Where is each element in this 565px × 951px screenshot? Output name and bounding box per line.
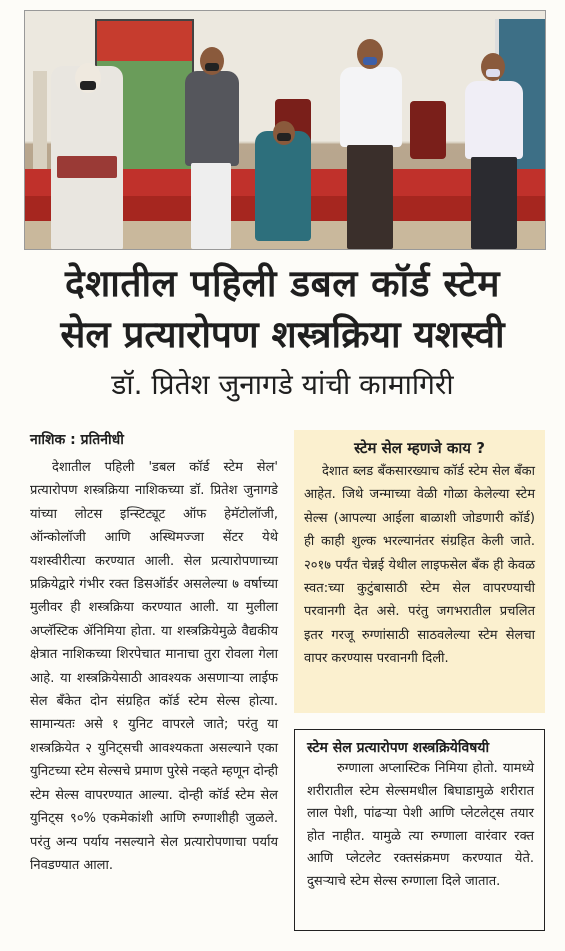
article-body: देशातील पहिली 'डबल कॉर्ड स्टेम सेल' प्रत्यारोपण शस्त्रक्रिया नाशिकच्या डॉ. प्रितेश जुनागडे यांच्या लोटस इन्स्टिट्यूट ऑफ हेमॅटोलॉजी, ऑन्कोलॉजी आणि अस्थिमज्जा सेंटर येथे यशस्वीरीत्या करण्यात आली. सेल प्रत्यारोपणाच्या प्रक्रियेद्वारे गंभीर रक्त डिसऑर्डर असलेल्या ७ वर्षाच्या मुलीवर ही शस्त्रक्रिया करण्यात आली. या मुलीला अप्लॅस्टिक ॲनिमिया होता. या शस्त्रक्रियेमुळे वैद्यकीय क्षेत्रात नाशिकच्या शिरपेचात मानाचा तुरा रोवला गेला आहे. या शस्त्रक्रियेसाठी आवश्यक असणाऱ्या लाईफ सेल बँकेत दोन संग्रहित कॉर्ड स्टेम सेल्स होत्या. सामान्यतः असे १ युनिट वापरले जाते; परंतु या शस्त्रक्रियेत २ युनिट्सची आवश्यकता असल्याने एका युनिटच्या स्टेम सेल्सचे प्रमाण पुरेसे नव्हते म्हणून दोन्ही स्टेम सेल्स वापरण्यात आल्या. दोन्ही कॉर्ड स्टेम सेल युनिट्स ९०% एकमेकांशी आणि रुग्णाशीही जुळले. परंतु अन्य पर्याय नसल्याने सेल प्रत्यारोपणाचा पर्याय निवडण्यात आला. xyxy=(30,460,278,873)
article-photo xyxy=(24,10,546,250)
stem-cell-box-text: देशात ब्लड बँकसारख्याच कॉर्ड स्टेम सेल बँका आहेत. जिथे जन्माच्या वेळी गोळा केलेल्या स्टेम सेल्स (आपल्या आईला बाळाशी जोडणारी कॉर्ड) ही काही शुल्क भरल्यानंतर संग्रहित केली जाते. २०१७ पर्यंत चेन्नई येथील लाइफसेल बँक ही केवळ स्वत:च्या कुटुंबासाठी स्टेम सेल वापरण्याची परवानगी देत असे. परंतु जगभरातील प्रचलित इतर गरजू रुग्णांसाठी साठवलेल्या स्टेम सेलचा वापर करण्यास परवानगी दिली. xyxy=(304,464,535,667)
photo-person xyxy=(465,81,523,159)
photo-person xyxy=(185,71,239,166)
headline-line-1: देशातील पहिली डबल कॉर्ड स्टेम xyxy=(64,262,501,305)
photo-chair xyxy=(410,101,446,159)
transplant-info-box xyxy=(294,729,545,931)
stem-cell-info-box xyxy=(294,430,545,713)
subheading: डॉ. प्रितेश जुनागडे यांची कामागिरी xyxy=(111,368,454,401)
stem-cell-box-title: स्टेम सेल म्हणजे काय ? xyxy=(354,439,485,457)
transplant-box-title: स्टेम सेल प्रत्यारोपण शस्त्रक्रियेविषयी xyxy=(307,740,490,756)
headline-line-2: सेल प्रत्यारोपण शस्त्रक्रिया यशस्वी xyxy=(60,313,505,356)
photo-person xyxy=(255,131,311,241)
photo-person xyxy=(340,67,402,147)
byline: नाशिक : प्रतिनीधी xyxy=(30,432,124,448)
transplant-box-text: रुग्णाला अप्लास्टिक निमिया होतो. यामध्ये शरीरातील स्टेम सेल्समधील बिघाडामुळे शरीरात लाल पेशी, पांढऱ्या पेशी आणि प्लेटलेट्स तयार होत नाहीत. यामुळे त्या रुग्णाला वारंवार रक्त आणि प्लेटलेट रक्तसंक्रमण करण्यात येते. दुसऱ्याचे स्टेम सेल्स रुग्णाला दिले जातात. xyxy=(307,761,534,889)
